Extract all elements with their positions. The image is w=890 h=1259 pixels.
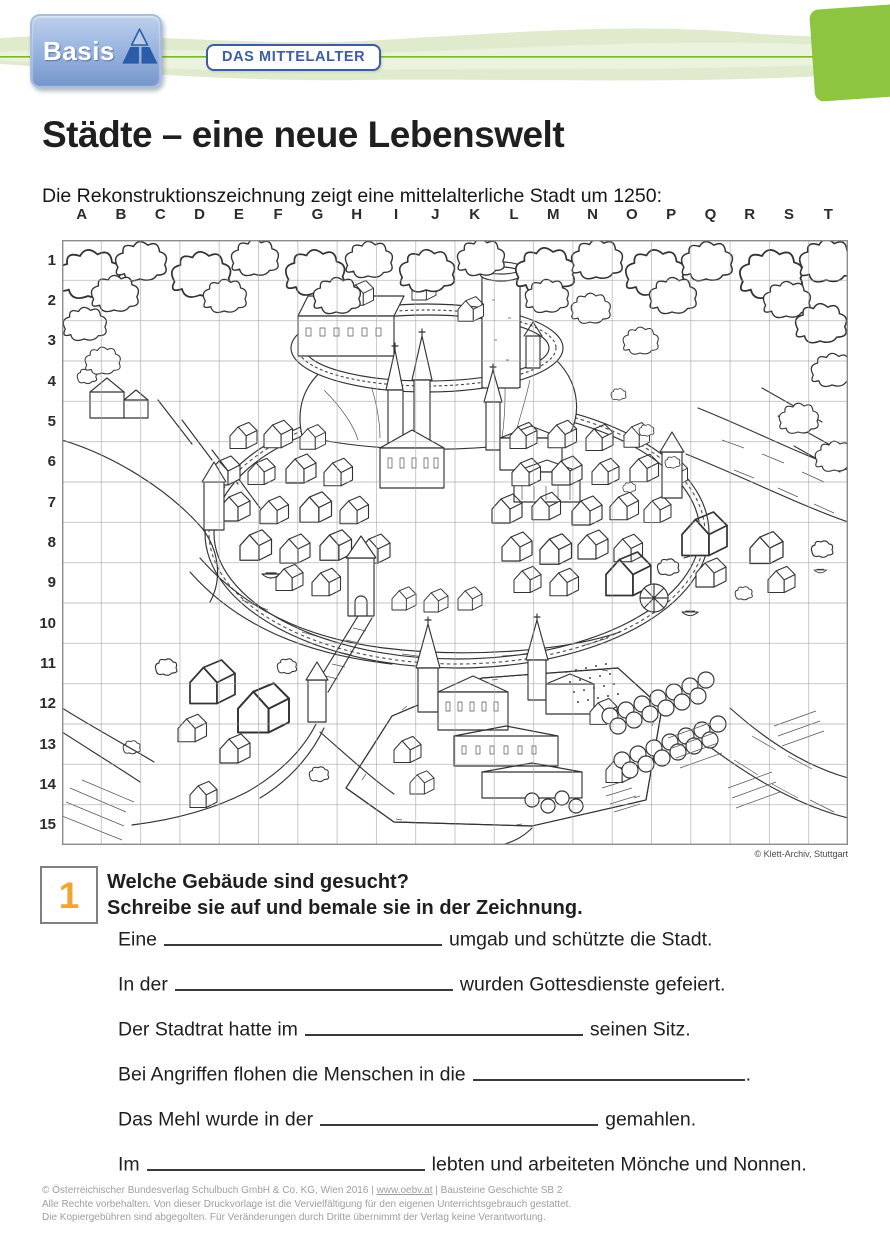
sentence-suffix: seinen Sitz. xyxy=(589,1018,691,1041)
grid-column-label: S xyxy=(783,206,794,223)
grid-column-labels xyxy=(62,206,848,223)
sentence-prefix: Bei Angriffen flohen die Menschen in die xyxy=(118,1063,466,1086)
grid-column-label: N xyxy=(587,206,598,223)
exercise-heading xyxy=(107,869,583,921)
fill-in-sentence xyxy=(118,969,873,998)
grid-row-label: 12 xyxy=(39,695,56,713)
footer-series: | Bausteine Geschichte SB 2 xyxy=(432,1185,563,1196)
sentence-prefix: Das Mehl wurde in der xyxy=(118,1108,314,1131)
grid-column-label: G xyxy=(311,206,324,223)
grid-column-label: H xyxy=(351,206,363,223)
answer-blank[interactable] xyxy=(175,969,453,991)
sentence-prefix: Im xyxy=(118,1153,140,1176)
grid-row-label: 4 xyxy=(47,372,56,390)
grid-column-label: L xyxy=(509,206,519,223)
grid-row-label: 15 xyxy=(39,816,56,834)
grid-row-label: 10 xyxy=(39,614,56,632)
grid-row-label: 1 xyxy=(47,251,56,269)
exercise-heading-line2: Schreibe sie auf und bemale sie in der Zeichnung. xyxy=(107,897,583,919)
grid-column-label: B xyxy=(115,206,127,223)
intro-text: Die Rekonstruktionszeichnung zeigt eine mittelalterliche Stadt um 1250: xyxy=(42,185,663,207)
grid-row-label: 14 xyxy=(39,775,56,793)
answer-blank[interactable] xyxy=(473,1059,745,1081)
grid-column-label: C xyxy=(154,206,166,223)
grid-column-label: A xyxy=(76,206,88,223)
grid-row-label: 6 xyxy=(47,453,56,471)
fill-in-sentence xyxy=(118,1014,873,1043)
grid-row-label: 13 xyxy=(39,735,56,753)
sentence-suffix: umgab und schützte die Stadt. xyxy=(449,928,713,951)
sentence-prefix: Der Stadtrat hatte im xyxy=(118,1018,298,1041)
sentence-prefix: Eine xyxy=(118,928,158,951)
grid-column-label: E xyxy=(233,206,244,223)
grid-row-label: 7 xyxy=(47,493,56,511)
answer-blank[interactable] xyxy=(147,1149,425,1171)
footer-line2: Alle Rechte vorbehalten. Von dieser Druckvorlage ist die Vervielfältigung für den eigenen Unterrichtsgebrauch gestattet. xyxy=(42,1198,572,1210)
grid-row-label: 3 xyxy=(47,332,56,350)
grid-row-label: 9 xyxy=(47,574,56,592)
credit-line: © Klett-Archiv, Stuttgart xyxy=(754,849,848,859)
grid-row-label: 8 xyxy=(47,533,56,551)
sentence-suffix: gemahlen. xyxy=(605,1108,697,1131)
answer-blank[interactable] xyxy=(320,1104,598,1126)
sentence-suffix: wurden Gottesdienste gefeiert. xyxy=(459,973,726,996)
fill-in-sentence xyxy=(118,1059,873,1088)
grid-column-label: M xyxy=(546,206,560,223)
basis-logo-label: Basis xyxy=(43,35,115,66)
fill-in-sentence xyxy=(118,924,873,953)
footer-copyright: © Österreichischer Bundesverlag Schulbuch GmbH & Co. KG, Wien 2016 | xyxy=(42,1185,377,1196)
fill-in-sentence xyxy=(118,1149,873,1178)
grid-column-label: J xyxy=(431,206,440,223)
answer-blank[interactable] xyxy=(305,1014,583,1036)
footer-line3: Die Kopiergebühren sind abgegolten. Für Veränderungen durch Dritte übernimmt der Verlag keine Verantwortung. xyxy=(42,1212,546,1223)
sentence-suffix: . xyxy=(745,1063,752,1086)
pyramid-icon xyxy=(119,16,160,78)
grid-column-label: I xyxy=(393,206,399,223)
answer-blank[interactable] xyxy=(164,924,442,946)
footer-line1 xyxy=(42,1184,571,1198)
grid-row-label: 2 xyxy=(47,291,56,309)
corner-tab xyxy=(809,1,890,102)
city-illustration xyxy=(62,240,848,845)
grid-column-label: P xyxy=(666,206,677,223)
grid-column-label: T xyxy=(823,206,833,223)
topic-badge: DAS MITTELALTER xyxy=(206,44,381,71)
exercise-heading-line1: Welche Gebäude sind gesucht? xyxy=(107,871,409,893)
grid-row-label: 11 xyxy=(40,654,56,672)
grid-column-label: K xyxy=(469,206,481,223)
grid-column-label: F xyxy=(273,206,283,223)
grid-column-label: Q xyxy=(704,206,717,223)
oebv-link[interactable]: www.oebv.at xyxy=(376,1185,433,1196)
exercise-number-box xyxy=(40,866,98,924)
fill-in-sentence xyxy=(118,1104,873,1133)
grid-row-label: 5 xyxy=(47,412,56,430)
grid-row-labels xyxy=(30,240,58,845)
grid-column-label: R xyxy=(744,206,756,223)
footer xyxy=(42,1184,571,1225)
grid-column-label: O xyxy=(625,206,638,223)
sentence-list xyxy=(118,924,873,1194)
page-title: Städte – eine neue Lebenswelt xyxy=(42,114,565,155)
basis-logo xyxy=(30,14,162,88)
exercise-number: 1 xyxy=(58,874,80,916)
grid-column-label: D xyxy=(194,206,205,223)
sentence-prefix: In der xyxy=(118,973,168,996)
sentence-suffix: lebten und arbeiteten Mönche und Nonnen. xyxy=(431,1153,807,1176)
